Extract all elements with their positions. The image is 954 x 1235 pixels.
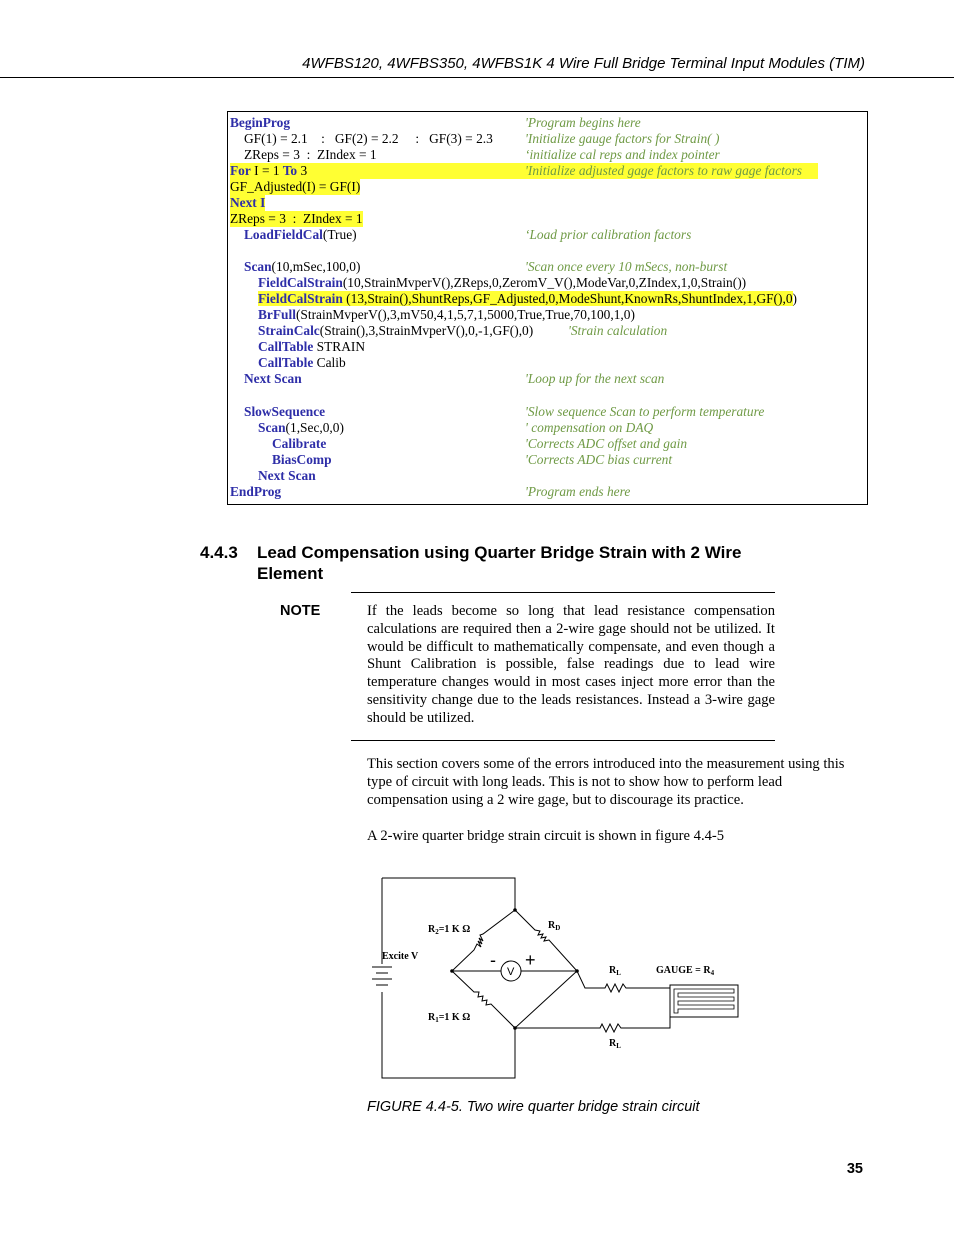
code-comment: 'Scan once every 10 mSecs, non-burst [525,259,728,274]
note-text: If the leads become so long that lead resistance compensation calculations are required then a 2-wire gage should not be utilized. It would be difficult to mathematically compensate, and even though a Shunt Calibration is possible, false readings due to lead wire temperature changes would in most cases inject more error than the sensitivity change due to the leads resistances. Instead a 3-wire gage should be utilized. [367,603,775,726]
code-line [228,323,828,339]
lead-wire-bottom [515,1010,670,1032]
code-text: FieldCalStrain (13,Strain(),ShuntReps,GF_Adjusted,0,ModeShunt,KnownRs,ShuntIndex,1,GF(),0) [258,291,797,306]
code-keyword: BiasComp [272,452,332,467]
code-listing [227,111,868,505]
figure-caption: FIGURE 4.4-5. Two wire quarter bridge strain circuit [367,1099,700,1115]
code-comment: ' compensation on DAQ [525,420,654,435]
code-keyword: Next Scan [258,468,316,483]
body-paragraph: This section covers some of the errors introduced into the measurement using this type of circuit with long leads. This is not to show how to perform lead compensation using a 2 wire gage, but to discourage its practice. [367,756,845,808]
gauge-grid [674,989,734,1013]
section-title-line2: Element [257,564,324,583]
code-text: CallTable STRAIN [258,339,366,354]
header-rule [0,77,954,78]
note-rule-top [351,592,775,593]
rl-bottom-label: $R_L$ [609,1038,621,1050]
code-comment: 'Corrects ADC offset and gain [525,436,688,451]
code-keyword: Calibrate [272,436,327,451]
code-text: Scan(1,Sec,0,0) [258,420,344,435]
code-comment: 'Initialize gauge factors for Strain( ) [525,131,720,146]
code-keyword: Next I [230,195,266,210]
section-number: 4.4.3 [200,543,238,562]
code-text: CallTable Calib [258,355,346,370]
left-wire-bottom [382,992,515,1078]
excite-label: Excite V [382,951,419,962]
code-text: For I = 1 To 3 [230,163,818,179]
bridge-lower-right [515,971,577,1028]
code-comment: 'Strain calculation [568,323,668,338]
node-bottom [513,1026,517,1030]
code-comment: ‘initialize cal reps and index pointer [525,147,720,162]
code-text: GF(1) = 2.1 : GF(2) = 2.2 : GF(3) = 2.3 [244,131,493,146]
r2-label: $R_2=1$ K Ω [428,924,471,936]
plus-sign: + [525,950,536,970]
code-text: LoadFieldCal(True) [244,227,357,242]
code-comment: 'Initialize adjusted gage factors to raw gage factors [525,163,802,178]
code-keyword: SlowSequence [244,404,326,419]
section-title-line1: Lead Compensation using Quarter Bridge Strain with 2 Wire [257,543,742,562]
code-text: BrFull(StrainMvperV(),3,mV50,4,1,5,7,1,5000,True,True,70,100,1,0) [258,307,635,322]
body-paragraph: A 2-wire quarter bridge strain circuit is shown in figure 4.4-5 [367,828,725,844]
code-text: ZReps = 3 : ZIndex = 1 [244,147,377,162]
voltmeter-label: V [507,966,515,978]
rd-label: $R_D$ [548,920,561,932]
code-comment: 'Corrects ADC bias current [525,452,673,467]
minus-sign: - [490,950,496,970]
code-comment: 'Slow sequence Scan to perform temperature [525,404,765,419]
code-comment: 'Loop up for the next scan [525,371,665,386]
code-keyword: EndProg [230,484,282,499]
code-text: GF_Adjusted(I) = GF(I) [230,179,361,194]
code-comment: ‘Load prior calibration factors [525,227,692,242]
node-top [513,908,517,912]
code-keyword: Next Scan [244,371,302,386]
gauge-label: GAUGE = $R_4$ [656,965,715,977]
section-heading [200,542,741,584]
code-text: Scan(10,mSec,100,0) [244,259,361,274]
node-left [450,969,454,973]
code-text: ZReps = 3 : ZIndex = 1 [230,211,363,226]
resistor-r2 [452,910,515,971]
rl-top-label: $R_L$ [609,965,621,977]
circuit-diagram [370,868,750,1088]
r1-label: $R_1=1$ K Ω [428,1012,471,1024]
page-header: 4WFBS120, 4WFBS350, 4WFBS1K 4 Wire Full Bridge Terminal Input Modules (TIM) [302,55,865,72]
code-text: StrainCalc(Strain(),3,StrainMvperV(),0,-1,GF(),0) [258,323,534,338]
node-right [575,969,579,973]
code-comment: 'Program begins here [525,115,641,130]
code-text: FieldCalStrain(10,StrainMvperV(),ZReps,0,ZeromV_V(),ModeVar,0,ZIndex,1,0,Strain()) [258,275,747,290]
top-wire [382,878,515,910]
code-keyword: BeginProg [230,115,291,130]
page-number: 35 [846,1161,863,1177]
note-rule-bottom [351,740,775,741]
note-label: NOTE [280,603,321,619]
code-line-highlighted [228,163,816,179]
code-comment: 'Program ends here [525,484,631,499]
